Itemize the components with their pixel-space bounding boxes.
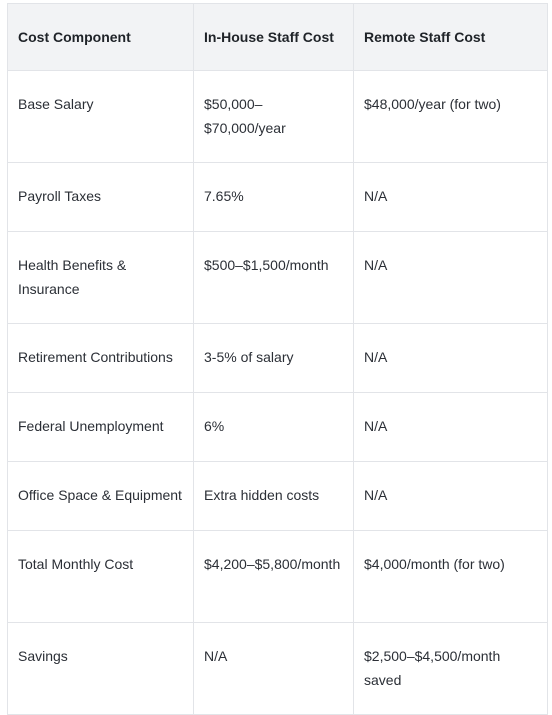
cell-in-house: 3-5% of salary xyxy=(194,324,354,393)
cell-remote: $4,000/month (for two) xyxy=(354,531,548,623)
cell-in-house: 6% xyxy=(194,393,354,462)
table-row xyxy=(8,462,548,531)
table-body xyxy=(8,71,548,715)
cell-in-house: $50,000–$70,000/year xyxy=(194,71,354,163)
cell-component: Office Space & Equipment xyxy=(8,462,194,531)
table-row xyxy=(8,71,548,163)
cell-component: Retirement Contributions xyxy=(8,324,194,393)
cell-component: Federal Unemployment xyxy=(8,393,194,462)
cell-remote: N/A xyxy=(354,163,548,232)
cell-remote: $2,500–$4,500/month saved xyxy=(354,623,548,715)
cell-component: Payroll Taxes xyxy=(8,163,194,232)
table-row xyxy=(8,531,548,623)
cell-in-house: N/A xyxy=(194,623,354,715)
header-cost-component: Cost Component xyxy=(8,4,194,71)
cell-in-house: Extra hidden costs xyxy=(194,462,354,531)
cell-remote: N/A xyxy=(354,232,548,324)
cell-remote: N/A xyxy=(354,393,548,462)
table-row xyxy=(8,163,548,232)
cell-in-house: $500–$1,500/month xyxy=(194,232,354,324)
cell-remote: N/A xyxy=(354,324,548,393)
table-row xyxy=(8,623,548,715)
cell-in-house: $4,200–$5,800/month xyxy=(194,531,354,623)
header-remote-staff-cost: Remote Staff Cost xyxy=(354,4,548,71)
table-row xyxy=(8,324,548,393)
cell-component: Base Salary xyxy=(8,71,194,163)
cell-component: Total Monthly Cost xyxy=(8,531,194,623)
cell-remote: N/A xyxy=(354,462,548,531)
table-row xyxy=(8,232,548,324)
cell-component: Savings xyxy=(8,623,194,715)
table-row xyxy=(8,393,548,462)
table-header xyxy=(8,4,548,71)
cost-comparison-table xyxy=(7,3,548,715)
header-in-house-staff-cost: In-House Staff Cost xyxy=(194,4,354,71)
cell-component: Health Benefits & Insurance xyxy=(8,232,194,324)
cell-in-house: 7.65% xyxy=(194,163,354,232)
cell-remote: $48,000/year (for two) xyxy=(354,71,548,163)
header-row xyxy=(8,4,548,71)
cost-comparison-table-wrapper xyxy=(7,3,547,715)
